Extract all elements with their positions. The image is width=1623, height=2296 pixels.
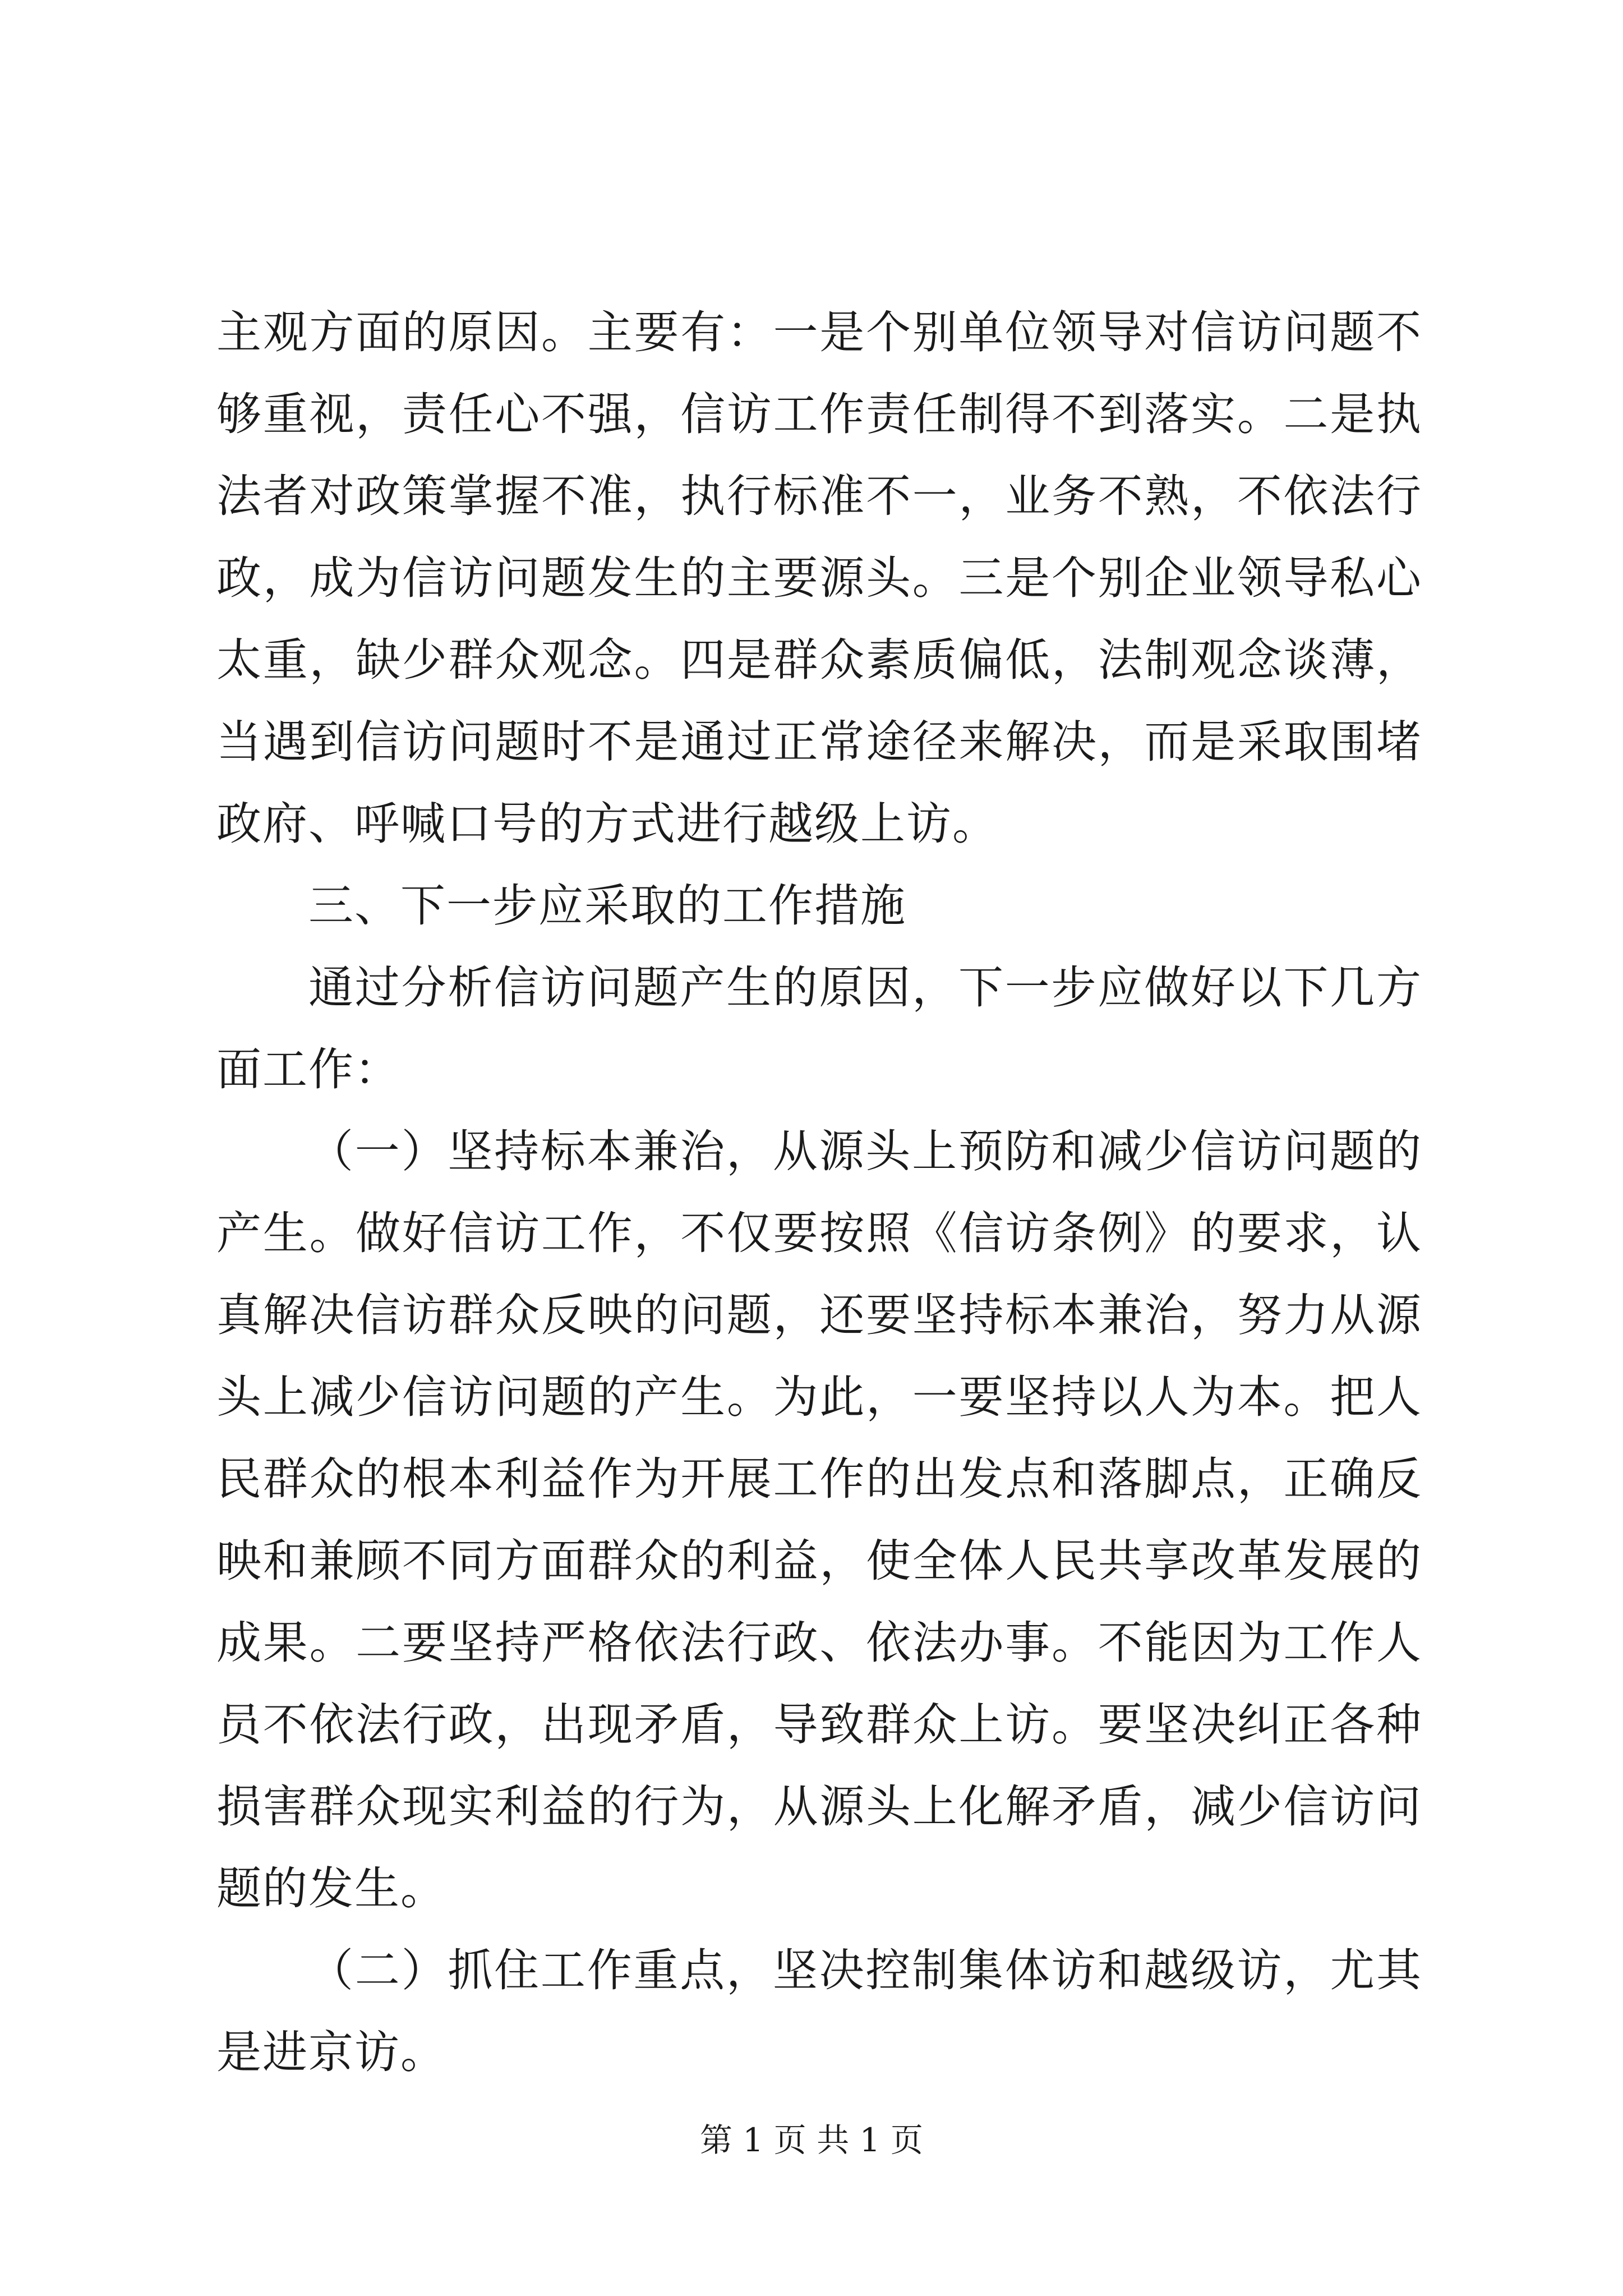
paragraph-subjective-causes: 主观方面的原因。主要有：一是个别单位领导对信访问题不够重视，责任心不强，信访工作责任制得不到落实。二是执法者对政策掌握不准，执行标准不一，业务不熟，不依法行政，成为信访问题发生的主要源头。三是个别企业领导私心太重，缺少群众观念。四是群众素质偏低，法制观念谈薄，当遇到信访问题时不是通过正常途径来解决，而是采取围堵政府、呼喊口号的方式进行越级上访。 bbox=[216, 306, 1422, 850]
paragraph-measure-two: （二）抓住工作重点，坚决控制集体访和越级访，尤其是进京访。 bbox=[216, 1944, 1422, 2078]
section-heading-next-steps: 三、下一步应采取的工作措施 bbox=[308, 880, 906, 932]
paragraph-analysis-intro: 通过分析信访问题产生的原因，下一步应做好以下几方面工作： bbox=[216, 961, 1422, 1096]
page-footer: 第 1 页 共 1 页 bbox=[700, 2121, 923, 2159]
paragraph-measure-one: （一）坚持标本兼治，从源头上预防和减少信访问题的产生。做好信访工作，不仅要按照《信访条例》的要求，认真解决信访群众反映的问题，还要坚持标本兼治，努力从源头上减少信访问题的产生。为此，一要坚持以人为本。把人民群众的根本利益作为开展工作的出发点和落脚点，正确反映和兼顾不同方面群众的利益，使全体人民共享改革发展的成果。二要坚持严格依法行政、依法办事。不能因为工作人员不依法行政，出现矛盾，导致群众上访。要坚决纠正各种损害群众现实利益的行为，从源头上化解矛盾，减少信访问题的发生。 bbox=[216, 1125, 1422, 1915]
document-body bbox=[216, 292, 1422, 2093]
